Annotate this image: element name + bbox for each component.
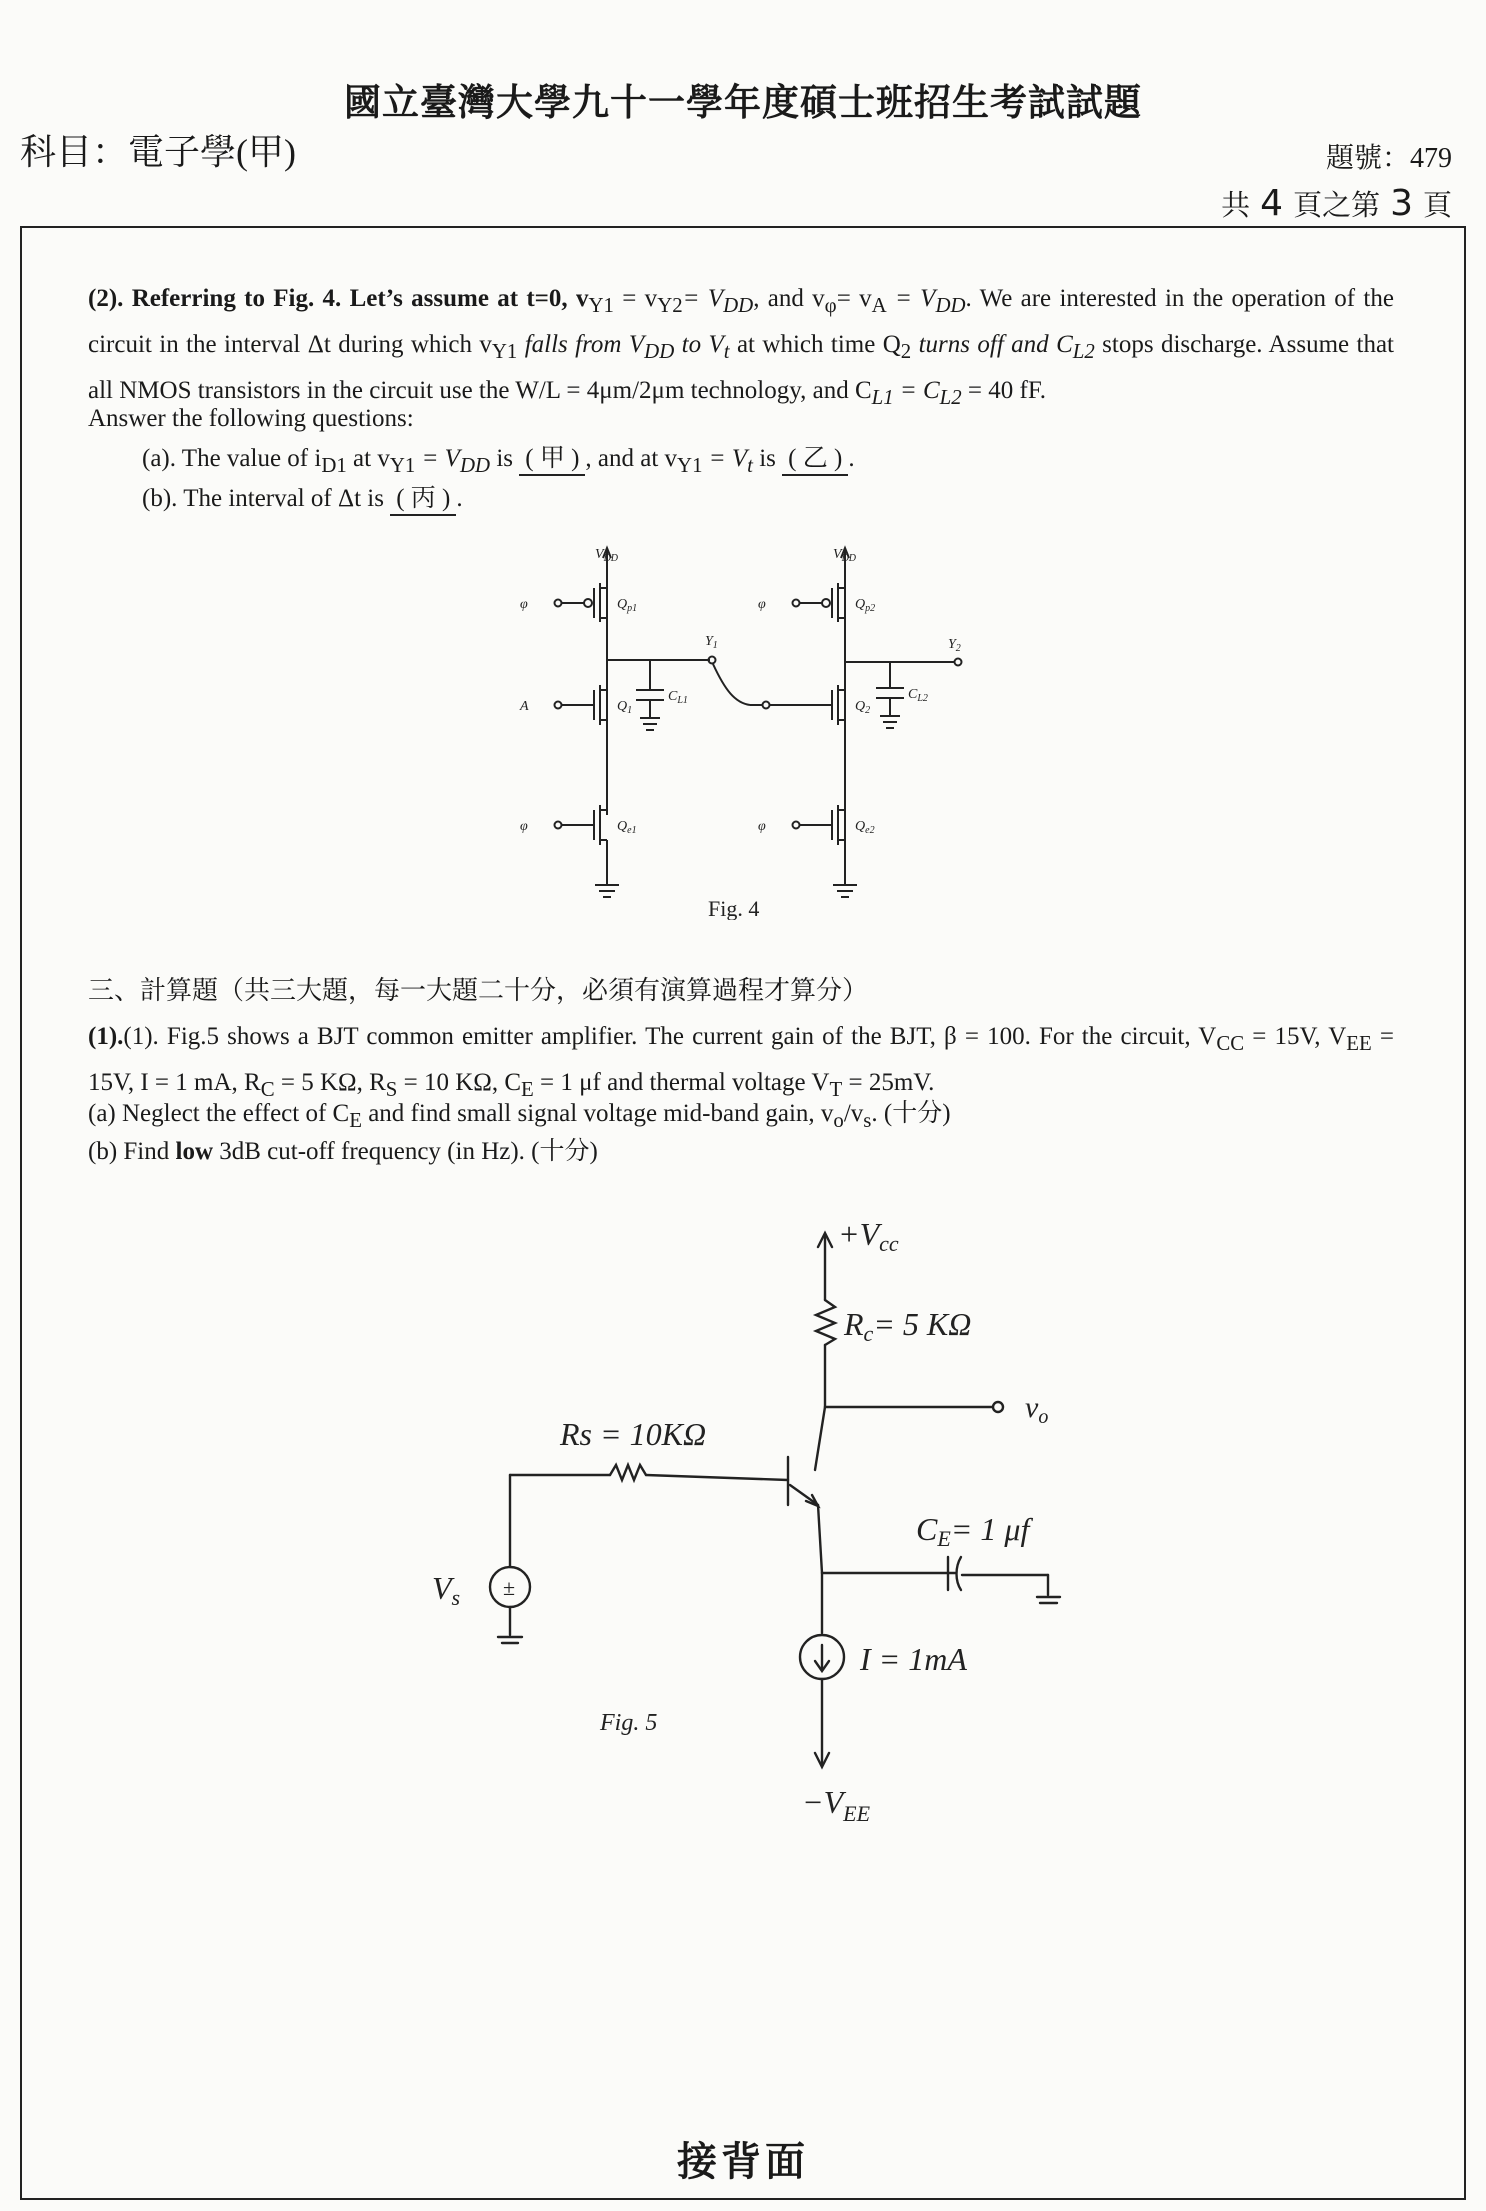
fig5-current: I = 1mA — [860, 1641, 967, 1677]
pages-mid: 頁之第 — [1293, 190, 1381, 222]
answer-prompt: Answer the following questions: — [88, 405, 414, 432]
page-indicator — [1221, 183, 1452, 224]
fig4-cl1: $C_{L1}$ — [668, 689, 688, 706]
subject-label: 科目：電子學(甲) — [20, 132, 296, 172]
fig4-qe2: $Q_{e2}$ — [855, 819, 875, 836]
pages-total: 4 — [1260, 183, 1284, 224]
fig4-q2: $Q_2$ — [855, 699, 871, 716]
fig4-y1: $Y_1$ — [705, 634, 718, 651]
fig5-vo: $v_o$ — [1025, 1391, 1049, 1428]
section-3-heading: 三、計算題（共三大題，每一大題二十分，必須有演算過程才算分） — [88, 976, 869, 1005]
fig4-vdd-1: $V_{DD}$ — [595, 547, 619, 564]
pages-suffix: 頁 — [1422, 190, 1452, 222]
question-code: 題號：479 — [1325, 143, 1452, 174]
fig4-y2: $Y_2$ — [948, 637, 961, 654]
fig5-vs: Vs — [432, 1570, 461, 1610]
fig5-rs: Rs = 10KΩ — [560, 1416, 707, 1452]
fig5-vee: $-V_{EE}$ — [802, 1784, 871, 1826]
fig4-phi-2: φ — [520, 819, 528, 834]
fig4-cl2: $C_{L2}$ — [908, 687, 928, 704]
fig5-ce: CE= 1 μf — [916, 1511, 1030, 1551]
fig5-caption: Fig. 5 — [600, 1710, 658, 1736]
fig4-qp2: $Q_{p2}$ — [855, 597, 876, 614]
question-2a: (a). The value of $i_{D1}$ at $v_{Y1} = V_{DD}$ is ( 甲 ) , and at $v_{Y1} = V_t$ is ( 乙 ) . — [142, 445, 855, 477]
fig4-qe1: $Q_{e1}$ — [617, 819, 637, 836]
question-2-intro: (2). Referring to Fig. 4. Let’s assume at t=0, $v_{Y1} = v_{Y2}= V_{DD}$, and $v_\varphi= v_A = V_{DD}$. We are interested in the operation of the circuit in the interval Δt during which $v_{Y1}$ falls from $V_{DD}$ to $V_t$ at which time $Q_2$ turns off and $C_{L2}$ stops discharge. Assume that all NMOS transistors in the circuit use the W/L = 4μm/2μm technology, and $C_{L1} = C_{L2} = 40$ fF. — [88, 285, 1394, 409]
exam-title: 國立臺灣大學九十一學年度碩士班招生考試試題 — [344, 83, 1142, 124]
figure-4-circuit — [500, 540, 1000, 920]
fig5-rc: Rc= 5 KΩ — [844, 1306, 972, 1346]
problem-1a: (a) Neglect the effect of $C_E$ and find small signal voltage mid-band gain, $v_o/v_s$. (十分) — [88, 1100, 951, 1132]
fig4-qp1: $Q_{p1}$ — [617, 597, 638, 614]
fig4-caption: Fig. 4 — [708, 896, 760, 920]
fig4-vdd-2: $V_{DD}$ — [833, 547, 857, 564]
figure-5-circuit — [420, 1195, 1120, 1855]
pages-current: 3 — [1390, 183, 1413, 224]
problem-1-statement: (1).(1). Fig.5 shows a BJT common emitter amplifier. The current gain of the BJT, β = 100. For the circuit, $V_{CC} = 15V$, $V_{EE} = 15V$, I = 1 mA, $R_C = 5$ KΩ, $R_S = 10$ KΩ, $C_E = 1$ μf and thermal voltage $V_T = 25mV$. — [88, 1023, 1394, 1101]
answer-blank-bing: ( 丙 ) — [390, 484, 456, 516]
question-2b: (b). The interval of Δt is ( 丙 ) . — [88, 479, 1448, 519]
vs-source-polarity: ± — [503, 1575, 516, 1600]
fig4-phi-1: φ — [520, 597, 528, 612]
answer-blank-yi: ( 乙 ) — [782, 444, 848, 476]
fig5-vcc: +Vcc — [838, 1216, 899, 1256]
fig4-q1: $Q_1$ — [617, 699, 633, 716]
fig4-phi-4: φ — [758, 819, 766, 834]
fig4-phi-3: φ — [758, 597, 766, 612]
problem-1b: (b) Find low 3dB cut-off frequency (in Hz). (十分) — [88, 1138, 598, 1165]
fig4-input-a: A — [520, 699, 529, 714]
continue-on-back: 接背面 — [677, 2139, 809, 2184]
answer-blank-jia: ( 甲 ) — [519, 444, 585, 476]
pages-prefix: 共 — [1221, 190, 1251, 222]
